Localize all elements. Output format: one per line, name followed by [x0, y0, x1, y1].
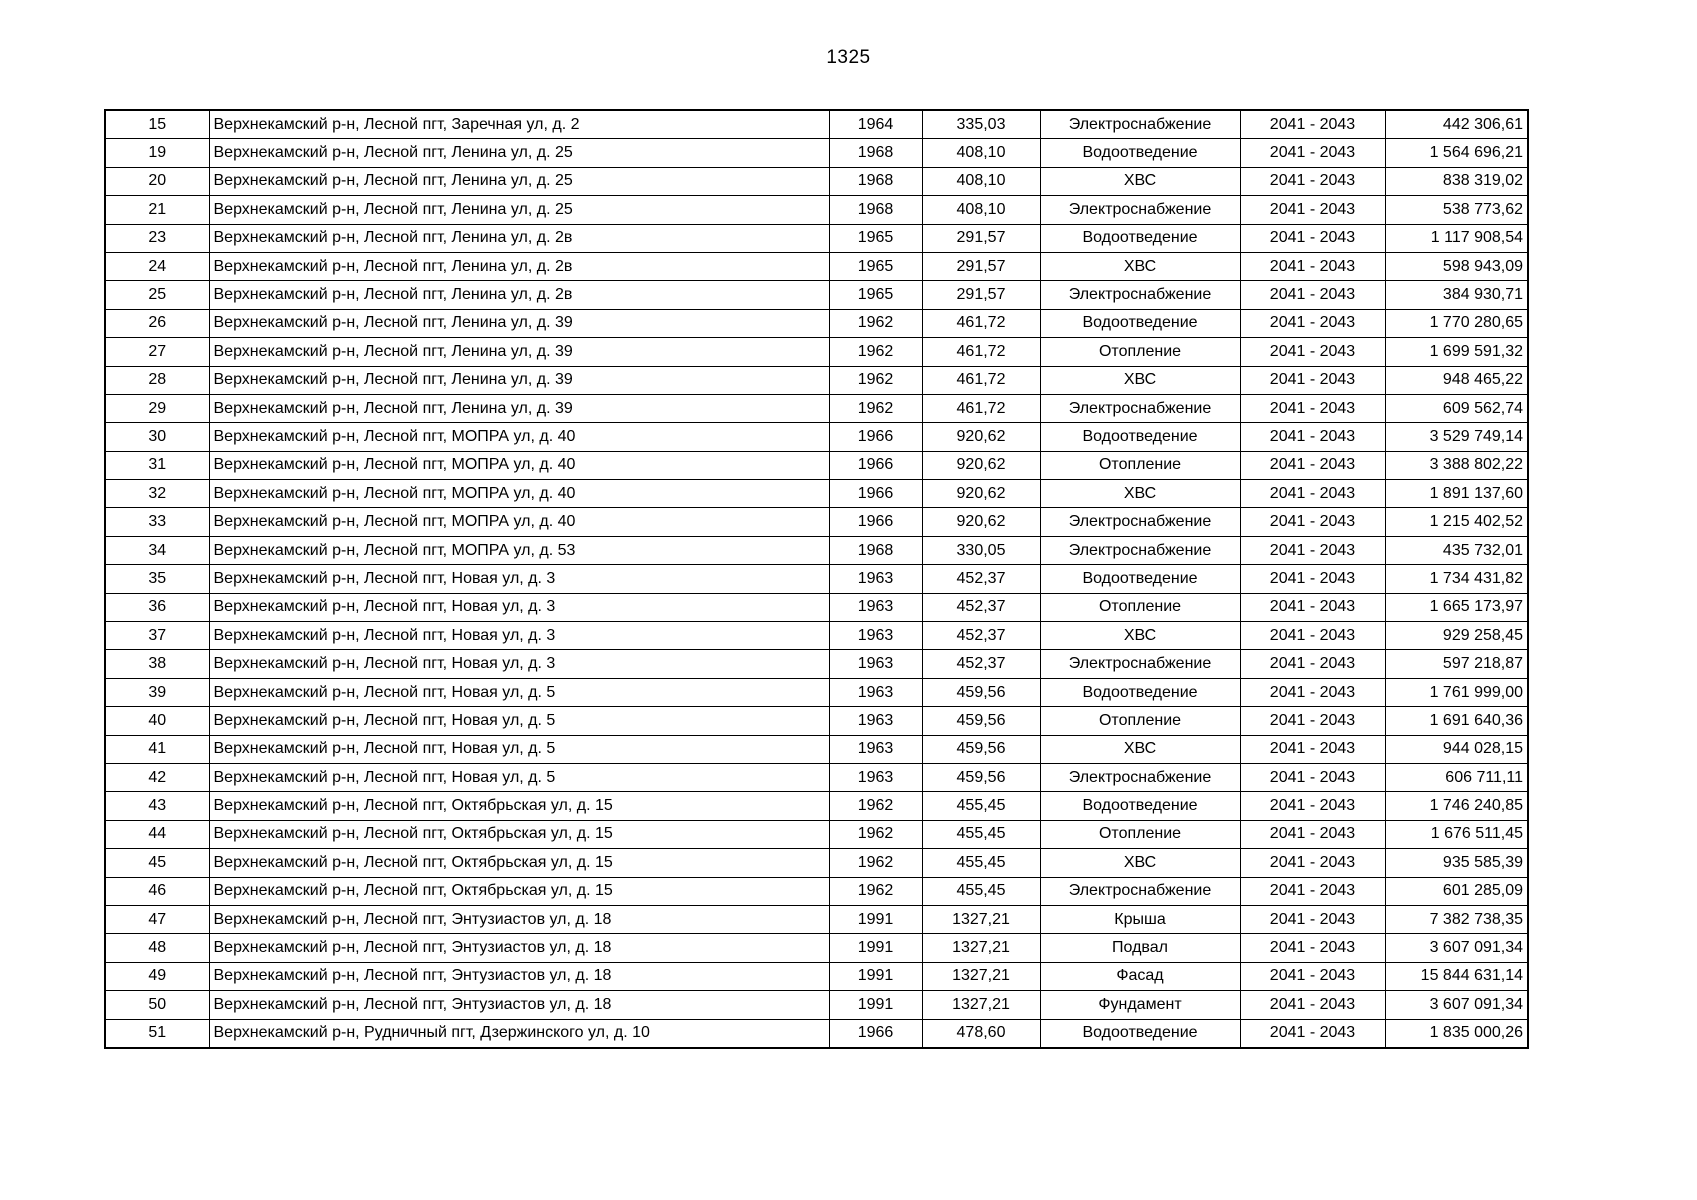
period-cell: 2041 - 2043	[1240, 735, 1385, 763]
work-type-cell: ХВС	[1040, 735, 1240, 763]
address-cell: Верхнекамский р-н, Лесной пгт, Октябрьская ул, д. 15	[209, 849, 829, 877]
row-number-cell: 26	[105, 309, 209, 337]
work-type-cell: ХВС	[1040, 252, 1240, 280]
cost-cell: 15 844 631,14	[1385, 962, 1528, 990]
cost-cell: 3 607 091,34	[1385, 991, 1528, 1019]
cost-cell: 1 891 137,60	[1385, 480, 1528, 508]
work-type-cell: Крыша	[1040, 905, 1240, 933]
table-row	[105, 394, 1528, 422]
period-cell: 2041 - 2043	[1240, 281, 1385, 309]
address-cell: Верхнекамский р-н, Лесной пгт, МОПРА ул, д. 40	[209, 451, 829, 479]
build-year-cell: 1966	[829, 451, 922, 479]
build-year-cell: 1963	[829, 763, 922, 791]
address-cell: Верхнекамский р-н, Лесной пгт, Новая ул, д. 3	[209, 622, 829, 650]
cost-cell: 838 319,02	[1385, 167, 1528, 195]
build-year-cell: 1962	[829, 792, 922, 820]
period-cell: 2041 - 2043	[1240, 905, 1385, 933]
cost-cell: 597 218,87	[1385, 650, 1528, 678]
table-row	[105, 309, 1528, 337]
build-year-cell: 1963	[829, 593, 922, 621]
work-type-cell: Водоотведение	[1040, 423, 1240, 451]
cost-cell: 935 585,39	[1385, 849, 1528, 877]
address-cell: Верхнекамский р-н, Лесной пгт, МОПРА ул, д. 53	[209, 536, 829, 564]
cost-cell: 944 028,15	[1385, 735, 1528, 763]
period-cell: 2041 - 2043	[1240, 565, 1385, 593]
area-cell: 461,72	[922, 394, 1040, 422]
table-row	[105, 252, 1528, 280]
area-cell: 455,45	[922, 792, 1040, 820]
cost-cell: 1 676 511,45	[1385, 820, 1528, 848]
address-cell: Верхнекамский р-н, Лесной пгт, Энтузиастов ул, д. 18	[209, 934, 829, 962]
repair-schedule-table	[104, 109, 1529, 1049]
address-cell: Верхнекамский р-н, Лесной пгт, МОПРА ул, д. 40	[209, 423, 829, 451]
area-cell: 408,10	[922, 167, 1040, 195]
area-cell: 461,72	[922, 366, 1040, 394]
build-year-cell: 1966	[829, 508, 922, 536]
cost-cell: 598 943,09	[1385, 252, 1528, 280]
address-cell: Верхнекамский р-н, Лесной пгт, Октябрьская ул, д. 15	[209, 820, 829, 848]
address-cell: Верхнекамский р-н, Лесной пгт, МОПРА ул, д. 40	[209, 508, 829, 536]
period-cell: 2041 - 2043	[1240, 110, 1385, 139]
cost-cell: 1 699 591,32	[1385, 338, 1528, 366]
area-cell: 461,72	[922, 338, 1040, 366]
row-number-cell: 33	[105, 508, 209, 536]
cost-cell: 538 773,62	[1385, 196, 1528, 224]
work-type-cell: Электроснабжение	[1040, 281, 1240, 309]
build-year-cell: 1962	[829, 309, 922, 337]
address-cell: Верхнекамский р-н, Лесной пгт, Энтузиастов ул, д. 18	[209, 905, 829, 933]
build-year-cell: 1965	[829, 224, 922, 252]
work-type-cell: Электроснабжение	[1040, 877, 1240, 905]
row-number-cell: 44	[105, 820, 209, 848]
work-type-cell: Электроснабжение	[1040, 110, 1240, 139]
build-year-cell: 1966	[829, 423, 922, 451]
cost-cell: 442 306,61	[1385, 110, 1528, 139]
row-number-cell: 41	[105, 735, 209, 763]
work-type-cell: Отопление	[1040, 338, 1240, 366]
table-row	[105, 678, 1528, 706]
area-cell: 330,05	[922, 536, 1040, 564]
table-row	[105, 338, 1528, 366]
table-row	[105, 281, 1528, 309]
table-row	[105, 820, 1528, 848]
address-cell: Верхнекамский р-н, Лесной пгт, Ленина ул, д. 39	[209, 366, 829, 394]
period-cell: 2041 - 2043	[1240, 394, 1385, 422]
cost-cell: 435 732,01	[1385, 536, 1528, 564]
cost-cell: 609 562,74	[1385, 394, 1528, 422]
row-number-cell: 47	[105, 905, 209, 933]
work-type-cell: Водоотведение	[1040, 565, 1240, 593]
cost-cell: 3 529 749,14	[1385, 423, 1528, 451]
table-row	[105, 792, 1528, 820]
row-number-cell: 37	[105, 622, 209, 650]
row-number-cell: 21	[105, 196, 209, 224]
table-row	[105, 622, 1528, 650]
area-cell: 461,72	[922, 309, 1040, 337]
table-row	[105, 877, 1528, 905]
area-cell: 1327,21	[922, 934, 1040, 962]
row-number-cell: 34	[105, 536, 209, 564]
address-cell: Верхнекамский р-н, Лесной пгт, Новая ул, д. 3	[209, 650, 829, 678]
area-cell: 459,56	[922, 763, 1040, 791]
address-cell: Верхнекамский р-н, Рудничный пгт, Дзержинского ул, д. 10	[209, 1019, 829, 1048]
area-cell: 920,62	[922, 508, 1040, 536]
row-number-cell: 28	[105, 366, 209, 394]
work-type-cell: Электроснабжение	[1040, 650, 1240, 678]
build-year-cell: 1962	[829, 849, 922, 877]
row-number-cell: 19	[105, 139, 209, 167]
row-number-cell: 43	[105, 792, 209, 820]
table-row	[105, 565, 1528, 593]
work-type-cell: Водоотведение	[1040, 678, 1240, 706]
area-cell: 452,37	[922, 622, 1040, 650]
address-cell: Верхнекамский р-н, Лесной пгт, МОПРА ул, д. 40	[209, 480, 829, 508]
period-cell: 2041 - 2043	[1240, 338, 1385, 366]
row-number-cell: 45	[105, 849, 209, 877]
period-cell: 2041 - 2043	[1240, 167, 1385, 195]
build-year-cell: 1964	[829, 110, 922, 139]
period-cell: 2041 - 2043	[1240, 650, 1385, 678]
row-number-cell: 50	[105, 991, 209, 1019]
area-cell: 455,45	[922, 820, 1040, 848]
period-cell: 2041 - 2043	[1240, 196, 1385, 224]
build-year-cell: 1963	[829, 650, 922, 678]
build-year-cell: 1968	[829, 196, 922, 224]
build-year-cell: 1991	[829, 905, 922, 933]
table-row	[105, 139, 1528, 167]
table-row	[105, 110, 1528, 139]
work-type-cell: Водоотведение	[1040, 1019, 1240, 1048]
work-type-cell: Водоотведение	[1040, 139, 1240, 167]
work-type-cell: Отопление	[1040, 451, 1240, 479]
work-type-cell: ХВС	[1040, 622, 1240, 650]
cost-cell: 1 691 640,36	[1385, 707, 1528, 735]
area-cell: 1327,21	[922, 905, 1040, 933]
period-cell: 2041 - 2043	[1240, 508, 1385, 536]
work-type-cell: Электроснабжение	[1040, 196, 1240, 224]
address-cell: Верхнекамский р-н, Лесной пгт, Ленина ул, д. 2в	[209, 281, 829, 309]
cost-cell: 3 388 802,22	[1385, 451, 1528, 479]
area-cell: 459,56	[922, 707, 1040, 735]
build-year-cell: 1966	[829, 480, 922, 508]
cost-cell: 1 734 431,82	[1385, 565, 1528, 593]
area-cell: 291,57	[922, 281, 1040, 309]
area-cell: 459,56	[922, 735, 1040, 763]
address-cell: Верхнекамский р-н, Лесной пгт, Ленина ул, д. 2в	[209, 252, 829, 280]
period-cell: 2041 - 2043	[1240, 934, 1385, 962]
row-number-cell: 46	[105, 877, 209, 905]
build-year-cell: 1991	[829, 991, 922, 1019]
cost-cell: 1 761 999,00	[1385, 678, 1528, 706]
cost-cell: 1 564 696,21	[1385, 139, 1528, 167]
build-year-cell: 1963	[829, 565, 922, 593]
build-year-cell: 1963	[829, 735, 922, 763]
address-cell: Верхнекамский р-н, Лесной пгт, Ленина ул, д. 25	[209, 196, 829, 224]
area-cell: 920,62	[922, 480, 1040, 508]
row-number-cell: 39	[105, 678, 209, 706]
period-cell: 2041 - 2043	[1240, 451, 1385, 479]
table-row	[105, 707, 1528, 735]
work-type-cell: Электроснабжение	[1040, 763, 1240, 791]
address-cell: Верхнекамский р-н, Лесной пгт, Новая ул, д. 3	[209, 565, 829, 593]
address-cell: Верхнекамский р-н, Лесной пгт, Ленина ул, д. 39	[209, 338, 829, 366]
work-type-cell: Фундамент	[1040, 991, 1240, 1019]
area-cell: 1327,21	[922, 962, 1040, 990]
cost-cell: 929 258,45	[1385, 622, 1528, 650]
area-cell: 408,10	[922, 139, 1040, 167]
build-year-cell: 1968	[829, 536, 922, 564]
period-cell: 2041 - 2043	[1240, 423, 1385, 451]
build-year-cell: 1962	[829, 820, 922, 848]
table-row	[105, 849, 1528, 877]
work-type-cell: Водоотведение	[1040, 224, 1240, 252]
table-row	[105, 962, 1528, 990]
row-number-cell: 31	[105, 451, 209, 479]
address-cell: Верхнекамский р-н, Лесной пгт, Новая ул, д. 5	[209, 763, 829, 791]
row-number-cell: 20	[105, 167, 209, 195]
table-row	[105, 991, 1528, 1019]
cost-cell: 948 465,22	[1385, 366, 1528, 394]
work-type-cell: ХВС	[1040, 366, 1240, 394]
cost-cell: 1 117 908,54	[1385, 224, 1528, 252]
build-year-cell: 1968	[829, 167, 922, 195]
period-cell: 2041 - 2043	[1240, 792, 1385, 820]
work-type-cell: Электроснабжение	[1040, 508, 1240, 536]
work-type-cell: Фасад	[1040, 962, 1240, 990]
row-number-cell: 40	[105, 707, 209, 735]
build-year-cell: 1963	[829, 707, 922, 735]
work-type-cell: ХВС	[1040, 849, 1240, 877]
address-cell: Верхнекамский р-н, Лесной пгт, Энтузиастов ул, д. 18	[209, 991, 829, 1019]
table-row	[105, 934, 1528, 962]
period-cell: 2041 - 2043	[1240, 763, 1385, 791]
period-cell: 2041 - 2043	[1240, 849, 1385, 877]
build-year-cell: 1963	[829, 678, 922, 706]
period-cell: 2041 - 2043	[1240, 1019, 1385, 1048]
row-number-cell: 42	[105, 763, 209, 791]
table-row	[105, 593, 1528, 621]
address-cell: Верхнекамский р-н, Лесной пгт, Ленина ул, д. 25	[209, 167, 829, 195]
build-year-cell: 1966	[829, 1019, 922, 1048]
build-year-cell: 1962	[829, 394, 922, 422]
table-row	[105, 650, 1528, 678]
table-row	[105, 451, 1528, 479]
cost-cell: 1 665 173,97	[1385, 593, 1528, 621]
address-cell: Верхнекамский р-н, Лесной пгт, Октябрьская ул, д. 15	[209, 877, 829, 905]
build-year-cell: 1991	[829, 934, 922, 962]
area-cell: 291,57	[922, 224, 1040, 252]
area-cell: 452,37	[922, 650, 1040, 678]
build-year-cell: 1962	[829, 366, 922, 394]
table-row	[105, 196, 1528, 224]
cost-cell: 1 770 280,65	[1385, 309, 1528, 337]
table-row	[105, 536, 1528, 564]
area-cell: 291,57	[922, 252, 1040, 280]
address-cell: Верхнекамский р-н, Лесной пгт, Новая ул, д. 5	[209, 735, 829, 763]
table-row	[105, 508, 1528, 536]
row-number-cell: 32	[105, 480, 209, 508]
row-number-cell: 36	[105, 593, 209, 621]
area-cell: 335,03	[922, 110, 1040, 139]
address-cell: Верхнекамский р-н, Лесной пгт, Новая ул, д. 3	[209, 593, 829, 621]
period-cell: 2041 - 2043	[1240, 820, 1385, 848]
table-row	[105, 366, 1528, 394]
row-number-cell: 48	[105, 934, 209, 962]
row-number-cell: 49	[105, 962, 209, 990]
address-cell: Верхнекамский р-н, Лесной пгт, Ленина ул, д. 39	[209, 309, 829, 337]
build-year-cell: 1962	[829, 338, 922, 366]
address-cell: Верхнекамский р-н, Лесной пгт, Заречная ул, д. 2	[209, 110, 829, 139]
area-cell: 452,37	[922, 565, 1040, 593]
row-number-cell: 30	[105, 423, 209, 451]
period-cell: 2041 - 2043	[1240, 877, 1385, 905]
row-number-cell: 15	[105, 110, 209, 139]
cost-cell: 1 835 000,26	[1385, 1019, 1528, 1048]
row-number-cell: 35	[105, 565, 209, 593]
cost-cell: 7 382 738,35	[1385, 905, 1528, 933]
row-number-cell: 38	[105, 650, 209, 678]
build-year-cell: 1991	[829, 962, 922, 990]
area-cell: 452,37	[922, 593, 1040, 621]
table-row	[105, 905, 1528, 933]
work-type-cell: Водоотведение	[1040, 792, 1240, 820]
build-year-cell: 1965	[829, 252, 922, 280]
cost-cell: 1 215 402,52	[1385, 508, 1528, 536]
table-row	[105, 735, 1528, 763]
period-cell: 2041 - 2043	[1240, 962, 1385, 990]
address-cell: Верхнекамский р-н, Лесной пгт, Ленина ул, д. 25	[209, 139, 829, 167]
table-body	[105, 110, 1528, 1048]
area-cell: 408,10	[922, 196, 1040, 224]
area-cell: 478,60	[922, 1019, 1040, 1048]
work-type-cell: Отопление	[1040, 593, 1240, 621]
area-cell: 459,56	[922, 678, 1040, 706]
table-row	[105, 480, 1528, 508]
cost-cell: 601 285,09	[1385, 877, 1528, 905]
cost-cell: 606 711,11	[1385, 763, 1528, 791]
address-cell: Верхнекамский р-н, Лесной пгт, Новая ул, д. 5	[209, 707, 829, 735]
period-cell: 2041 - 2043	[1240, 678, 1385, 706]
cost-cell: 1 746 240,85	[1385, 792, 1528, 820]
row-number-cell: 29	[105, 394, 209, 422]
work-type-cell: ХВС	[1040, 167, 1240, 195]
table-row	[105, 167, 1528, 195]
build-year-cell: 1968	[829, 139, 922, 167]
work-type-cell: Электроснабжение	[1040, 536, 1240, 564]
period-cell: 2041 - 2043	[1240, 139, 1385, 167]
work-type-cell: ХВС	[1040, 480, 1240, 508]
table-row	[105, 224, 1528, 252]
row-number-cell: 25	[105, 281, 209, 309]
work-type-cell: Водоотведение	[1040, 309, 1240, 337]
row-number-cell: 23	[105, 224, 209, 252]
address-cell: Верхнекамский р-н, Лесной пгт, Октябрьская ул, д. 15	[209, 792, 829, 820]
address-cell: Верхнекамский р-н, Лесной пгт, Энтузиастов ул, д. 18	[209, 962, 829, 990]
address-cell: Верхнекамский р-н, Лесной пгт, Новая ул, д. 5	[209, 678, 829, 706]
row-number-cell: 51	[105, 1019, 209, 1048]
area-cell: 920,62	[922, 423, 1040, 451]
area-cell: 920,62	[922, 451, 1040, 479]
period-cell: 2041 - 2043	[1240, 252, 1385, 280]
table-row	[105, 763, 1528, 791]
area-cell: 455,45	[922, 877, 1040, 905]
table-row	[105, 1019, 1528, 1048]
area-cell: 455,45	[922, 849, 1040, 877]
period-cell: 2041 - 2043	[1240, 536, 1385, 564]
period-cell: 2041 - 2043	[1240, 224, 1385, 252]
work-type-cell: Подвал	[1040, 934, 1240, 962]
period-cell: 2041 - 2043	[1240, 593, 1385, 621]
cost-cell: 384 930,71	[1385, 281, 1528, 309]
address-cell: Верхнекамский р-н, Лесной пгт, Ленина ул, д. 2в	[209, 224, 829, 252]
work-type-cell: Отопление	[1040, 707, 1240, 735]
period-cell: 2041 - 2043	[1240, 366, 1385, 394]
build-year-cell: 1963	[829, 622, 922, 650]
period-cell: 2041 - 2043	[1240, 707, 1385, 735]
page-number: 1325	[826, 47, 871, 68]
build-year-cell: 1962	[829, 877, 922, 905]
area-cell: 1327,21	[922, 991, 1040, 1019]
row-number-cell: 27	[105, 338, 209, 366]
period-cell: 2041 - 2043	[1240, 622, 1385, 650]
row-number-cell: 24	[105, 252, 209, 280]
build-year-cell: 1965	[829, 281, 922, 309]
period-cell: 2041 - 2043	[1240, 480, 1385, 508]
cost-cell: 3 607 091,34	[1385, 934, 1528, 962]
period-cell: 2041 - 2043	[1240, 309, 1385, 337]
period-cell: 2041 - 2043	[1240, 991, 1385, 1019]
table-row	[105, 423, 1528, 451]
work-type-cell: Отопление	[1040, 820, 1240, 848]
address-cell: Верхнекамский р-н, Лесной пгт, Ленина ул, д. 39	[209, 394, 829, 422]
work-type-cell: Электроснабжение	[1040, 394, 1240, 422]
